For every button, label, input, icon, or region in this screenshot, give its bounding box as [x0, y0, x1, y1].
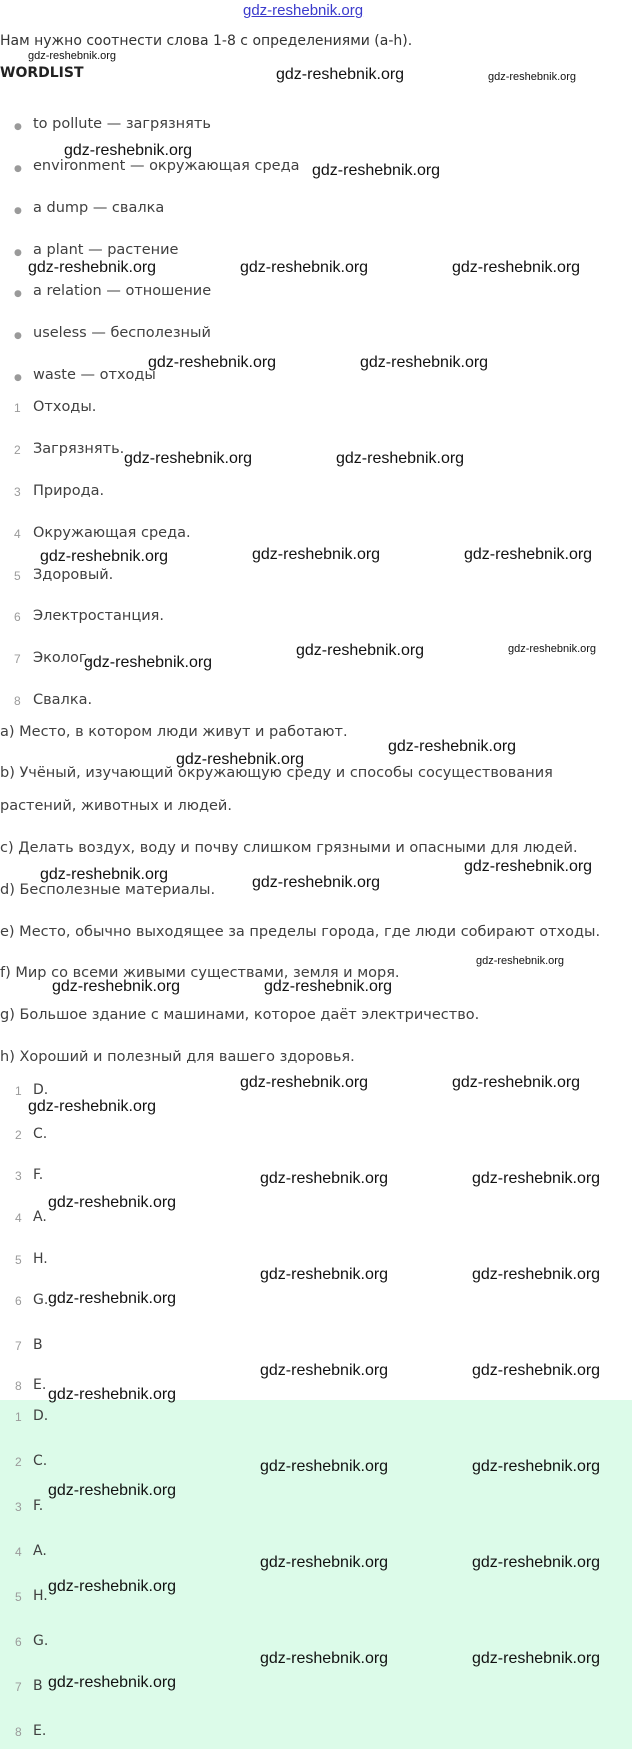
watermark: gdz-reshebnik.org	[84, 654, 213, 671]
item-number: 7	[14, 652, 21, 666]
answer-letter: F.	[33, 1167, 44, 1183]
watermark: gdz-reshebnik.org	[276, 66, 405, 83]
watermark: gdz-reshebnik.org	[260, 1458, 389, 1475]
watermark: gdz-reshebnik.org	[48, 1386, 177, 1403]
watermark: gdz-reshebnik.org	[252, 546, 381, 563]
watermark: gdz-reshebnik.org	[452, 1074, 581, 1091]
answer-letter: E.	[33, 1377, 47, 1393]
watermark: gdz-reshebnik.org	[176, 751, 305, 768]
site-link[interactable]: gdz-reshebnik.org	[243, 2, 364, 19]
wordlist-item: to pollute — загрязнять	[33, 116, 211, 132]
definition-item: a) Место, в котором люди живут и работают.	[0, 724, 348, 740]
answer-letter: H.	[33, 1588, 48, 1604]
watermark: gdz-reshebnik.org	[260, 1266, 389, 1283]
answer-letter: G.	[33, 1633, 49, 1649]
answer-letter: D.	[33, 1082, 49, 1098]
definition-item: h) Хороший и полезный для вашего здоровья.	[0, 1049, 355, 1065]
item-number: 4	[14, 527, 21, 541]
answer-number: 1	[15, 1410, 22, 1424]
wordlist-item: useless — бесполезный	[33, 325, 211, 341]
task-intro: Нам нужно соотнести слова 1-8 с определениями (a-h).	[0, 33, 413, 49]
watermark: gdz-reshebnik.org	[28, 50, 117, 62]
word-item: Отходы.	[33, 399, 97, 415]
wordlist-item: environment — окружающая среда	[33, 158, 300, 174]
watermark: gdz-reshebnik.org	[260, 1362, 389, 1379]
watermark: gdz-reshebnik.org	[48, 1674, 177, 1691]
watermark: gdz-reshebnik.org	[312, 162, 441, 179]
word-item: Загрязнять.	[33, 441, 125, 457]
watermark: gdz-reshebnik.org	[388, 738, 517, 755]
item-number: 3	[14, 485, 21, 499]
answer-letter: C.	[33, 1126, 48, 1142]
definition-item: c) Делать воздух, воду и почву слишком грязными и опасными для людей.	[0, 840, 578, 856]
watermark: gdz-reshebnik.org	[240, 259, 369, 276]
answer-number: 6	[15, 1635, 22, 1649]
watermark: gdz-reshebnik.org	[252, 874, 381, 891]
watermark: gdz-reshebnik.org	[40, 866, 169, 883]
bullet-icon: ●	[14, 373, 22, 383]
watermark: gdz-reshebnik.org	[472, 1554, 601, 1571]
answer-number: 6	[15, 1294, 22, 1308]
answer-letter: B	[33, 1678, 43, 1694]
answer-number: 5	[15, 1253, 22, 1267]
watermark: gdz-reshebnik.org	[48, 1194, 177, 1211]
watermark: gdz-reshebnik.org	[508, 643, 597, 655]
watermark: gdz-reshebnik.org	[360, 354, 489, 371]
bullet-icon: ●	[14, 289, 22, 299]
answer-letter: A.	[33, 1543, 47, 1559]
item-number: 1	[14, 401, 21, 415]
watermark: gdz-reshebnik.org	[472, 1266, 601, 1283]
watermark: gdz-reshebnik.org	[464, 858, 593, 875]
bullet-icon: ●	[14, 248, 22, 258]
answer-letter: A.	[33, 1209, 47, 1225]
item-number: 8	[14, 694, 21, 708]
watermark: gdz-reshebnik.org	[472, 1170, 601, 1187]
bullet-icon: ●	[14, 164, 22, 174]
definition-item: g) Большое здание с машинами, которое даёт электричество.	[0, 1007, 480, 1023]
item-number: 5	[14, 569, 21, 583]
watermark: gdz-reshebnik.org	[64, 142, 193, 159]
wordlist-item: waste — отходы	[33, 367, 156, 383]
definition-item: f) Мир со всеми живыми существами, земля и моря.	[0, 965, 400, 981]
watermark: gdz-reshebnik.org	[48, 1482, 177, 1499]
watermark: gdz-reshebnik.org	[476, 955, 565, 967]
watermark: gdz-reshebnik.org	[296, 642, 425, 659]
answer-number: 3	[15, 1169, 22, 1183]
definition-item: d) Бесполезные материалы.	[0, 882, 216, 898]
answer-letter: D.	[33, 1408, 49, 1424]
watermark: gdz-reshebnik.org	[472, 1362, 601, 1379]
watermark: gdz-reshebnik.org	[452, 259, 581, 276]
answer-letter: C.	[33, 1453, 48, 1469]
word-item: Эколог.	[33, 650, 92, 666]
watermark: gdz-reshebnik.org	[28, 1098, 157, 1115]
item-number: 6	[14, 610, 21, 624]
answer-letter: F.	[33, 1498, 44, 1514]
watermark: gdz-reshebnik.org	[48, 1290, 177, 1307]
answer-number: 4	[15, 1545, 22, 1559]
answer-letter: B	[33, 1337, 43, 1353]
wordlist-item: a dump — свалка	[33, 200, 165, 216]
answer-letter: H.	[33, 1251, 48, 1267]
watermark: gdz-reshebnik.org	[260, 1650, 389, 1667]
wordlist-item: a relation — отношение	[33, 283, 212, 299]
answer-number: 1	[15, 1084, 22, 1098]
word-item: Природа.	[33, 483, 105, 499]
definition-item: e) Место, обычно выходящее за пределы города, где люди собирают отходы.	[0, 924, 601, 940]
watermark: gdz-reshebnik.org	[488, 71, 577, 83]
answer-number: 2	[15, 1455, 22, 1469]
answer-number: 7	[15, 1680, 22, 1694]
watermark: gdz-reshebnik.org	[48, 1578, 177, 1595]
item-number: 2	[14, 443, 21, 457]
word-item: Свалка.	[33, 692, 93, 708]
watermark: gdz-reshebnik.org	[260, 1170, 389, 1187]
watermark: gdz-reshebnik.org	[124, 450, 253, 467]
definition-item: b) Учёный, изучающий окружающую среду и способы сосуществования	[0, 765, 553, 781]
watermark: gdz-reshebnik.org	[240, 1074, 369, 1091]
answer-letter: G.	[33, 1292, 49, 1308]
answer-number: 8	[15, 1379, 22, 1393]
answer-number: 7	[15, 1339, 22, 1353]
watermark: gdz-reshebnik.org	[260, 1554, 389, 1571]
watermark: gdz-reshebnik.org	[472, 1650, 601, 1667]
watermark: gdz-reshebnik.org	[472, 1458, 601, 1475]
bullet-icon: ●	[14, 122, 22, 132]
word-item: Электростанция.	[33, 608, 165, 624]
watermark: gdz-reshebnik.org	[52, 978, 181, 995]
wordlist-item: a plant — растение	[33, 242, 179, 258]
watermark: gdz-reshebnik.org	[148, 354, 277, 371]
bullet-icon: ●	[14, 206, 22, 216]
answer-letter: E.	[33, 1723, 47, 1739]
bullet-icon: ●	[14, 331, 22, 341]
answer-number: 3	[15, 1500, 22, 1514]
watermark: gdz-reshebnik.org	[264, 978, 393, 995]
watermark: gdz-reshebnik.org	[28, 259, 157, 276]
definition-item: растений, животных и людей.	[0, 798, 232, 814]
answer-number: 8	[15, 1725, 22, 1739]
answer-number: 4	[15, 1211, 22, 1225]
word-item: Окружающая среда.	[33, 525, 191, 541]
watermark: gdz-reshebnik.org	[464, 546, 593, 563]
answer-number: 5	[15, 1590, 22, 1604]
word-item: Здоровый.	[33, 567, 114, 583]
wordlist-title: WORDLIST	[0, 65, 84, 81]
highlighted-answers-block	[0, 1400, 632, 1749]
answer-number: 2	[15, 1128, 22, 1142]
watermark: gdz-reshebnik.org	[336, 450, 465, 467]
watermark: gdz-reshebnik.org	[40, 548, 169, 565]
